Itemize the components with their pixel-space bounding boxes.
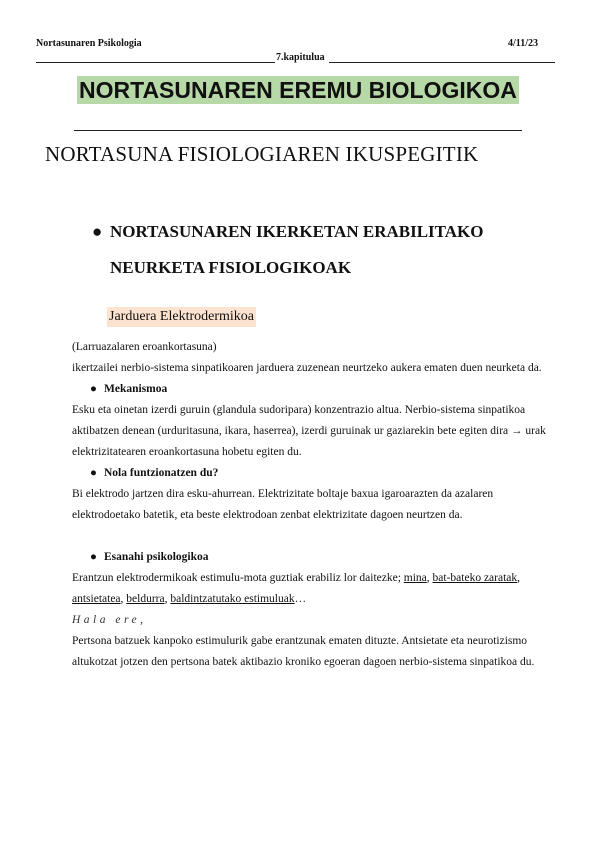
esanahia-line3: Pertsona batzuek kanpoko estimulurik gabe erantzunak ematen dituzte. Antsietate eta neurotizismo xyxy=(72,635,528,647)
mekanismoa-line1: Esku eta oinetan izerdi guruin (glandula sudoripara) konzentrazio altua. Nerbio-sistema sinpatikoa xyxy=(72,404,526,416)
link-baldintzatutako: baldintzatutako estimuluak xyxy=(170,593,295,605)
bullet-icon: ● xyxy=(90,383,97,395)
mekanismoa-line2: aktibatzen denean (urduritasuna, ikara, haserrea), izerdi guruinak ur gaziarekin bete egiten dira → urak xyxy=(72,425,546,437)
sub-title: NORTASUNA FISIOLOGIAREN IKUSPEGITIK xyxy=(45,142,479,166)
esanahia-line4: altukotzat jotzen den pertsona batek aktibazio kroniko egoeran dagoen nerbio-sistema sinpatikoa du. xyxy=(72,656,535,668)
header-date: 4/11/23 xyxy=(508,38,539,49)
chapter-label: 7.kapitulua xyxy=(276,52,325,63)
esanahia-line2: antsietatea, beldurra, baldintzatutako estimuluak… xyxy=(72,593,307,605)
title-divider xyxy=(74,130,522,131)
nola-line1: Bi elektrodo jartzen dira esku-ahurrean. Elektrizitate boltaje baxua igaroarazten da azalaren xyxy=(72,488,494,500)
body-content xyxy=(72,337,572,673)
header-left: Nortasunaren Psikologia xyxy=(36,38,142,49)
section-heading-line1: NORTASUNAREN IKERKETAN ERABILITAKO xyxy=(110,222,484,241)
mekanismoa-line3: elektrizitatearen eroankortasuna hobetu egiten du. xyxy=(72,446,302,458)
link-antsietatea: antsietatea xyxy=(72,593,121,605)
esanahia-line1: Erantzun elektrodermikoak estimulu-mota guztiak erabiliz lor daitezke; mina, bat-bateko zaratak, xyxy=(72,572,521,584)
nola-heading: ● Nola funtzionatzen du? xyxy=(72,463,572,484)
esanahia-heading: ● Esanahi psikologikoa xyxy=(72,547,572,568)
paren-note: (Larruazalaren eroankortasuna) xyxy=(72,341,217,353)
bullet-icon: ● xyxy=(92,222,103,241)
header-rule-right xyxy=(329,62,555,63)
nola-line2: elektrodoetako batetik, eta beste elektrodoan zenbat elektrizitate dagoen neurtzen da. xyxy=(72,509,463,521)
highlight-heading: Jarduera Elektrodermikoa xyxy=(107,307,256,327)
section-heading-line2: NEURKETA FISIOLOGIKOAK xyxy=(110,258,352,277)
bullet-icon: ● xyxy=(90,467,97,479)
link-mina: mina xyxy=(403,572,427,584)
link-zaratak: bat-bateko zaratak xyxy=(432,572,518,584)
mekanismoa-heading: ● Mekanismoa xyxy=(72,379,572,400)
main-title: NORTASUNAREN EREMU BIOLOGIKOA xyxy=(79,77,517,103)
hala-ere: Hala ere, xyxy=(72,614,147,626)
section-heading xyxy=(92,214,572,286)
bullet-icon: ● xyxy=(90,551,97,563)
intro-text: ikertzailei nerbio-sistema sinpatikoaren jarduera zuzenean neurtzeko aukera ematen duen neurketa da. xyxy=(72,362,542,374)
link-beldurra: beldurra xyxy=(126,593,165,605)
header-rule-left xyxy=(36,62,275,63)
